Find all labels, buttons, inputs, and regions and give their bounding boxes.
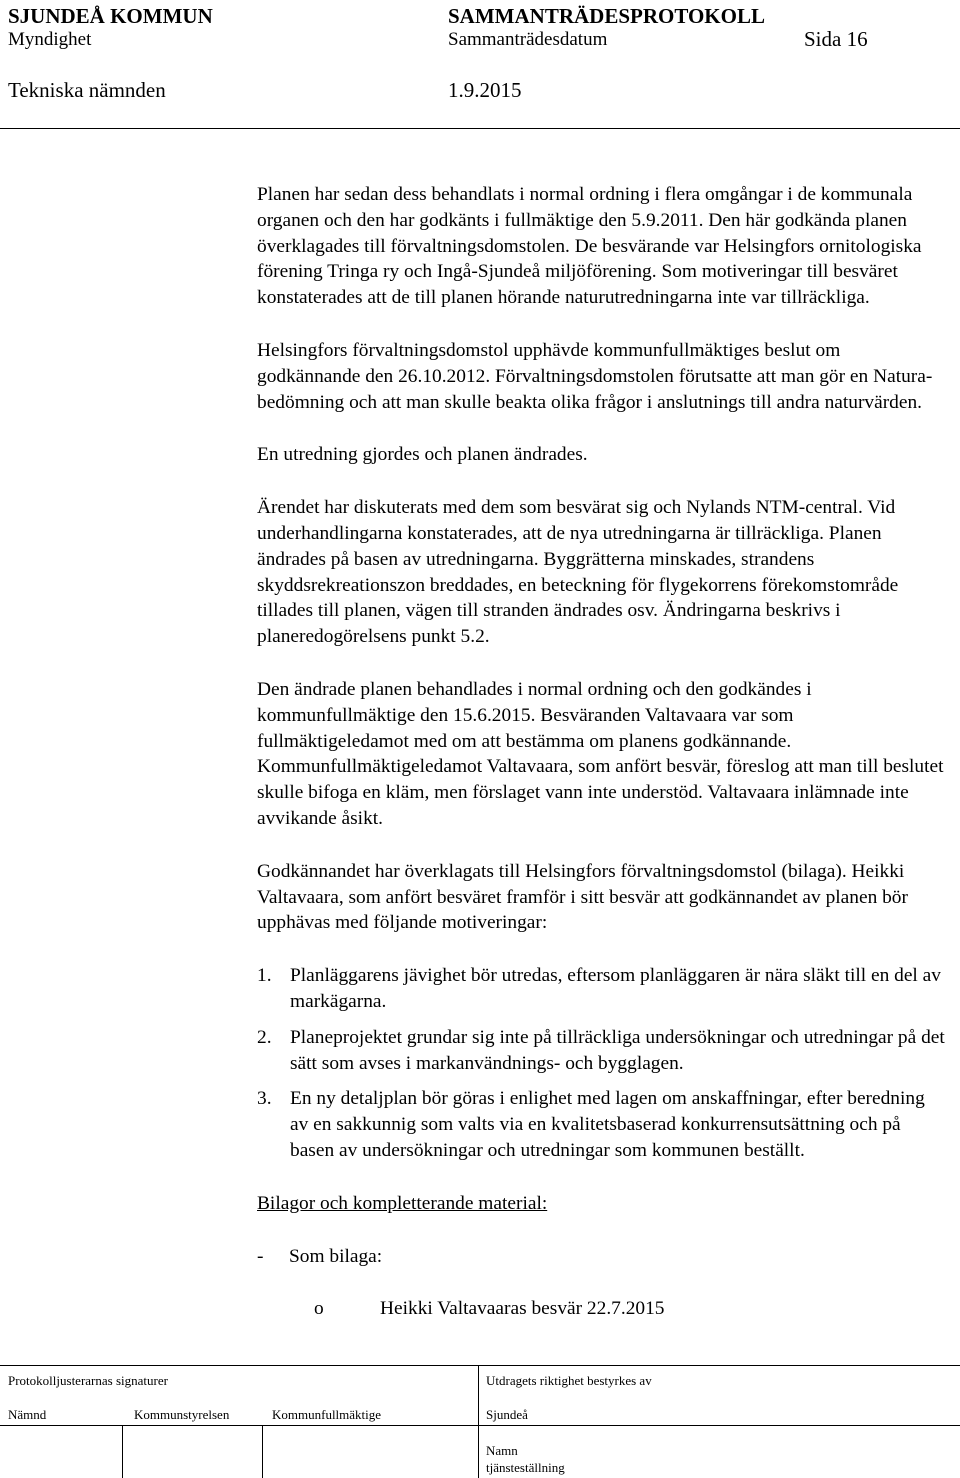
list-item (257, 1086, 947, 1163)
page-number: Sida 16 (804, 27, 868, 51)
paragraph: Ärendet har diskuterats med dem som besvärat sig och Nylands NTM-central. Vid underhandlingarna konstaterades, att de nya utredningarna är tillräckliga. Planen ändrades på basen av utredningarna. Byggrätterna minskades, strandens skyddsrekreationszon breddades, en beteckning för flygekorrens förekomstområde tillades till planen, vägen till stranden ändrades osv. Ändringarna beskrivs i planeredogörelsens punkt 5.2. (257, 497, 899, 648)
list-item-text: Planläggarens jävighet bör utredas, eftersom planläggaren är nära släkt till en del av markägarna. (290, 965, 941, 1012)
attachment-text: Heikki Valtavaaras besvär 22.7.2015 (380, 1298, 665, 1320)
document-type: SAMMANTRÄDESPROTOKOLL (448, 4, 765, 28)
authority-label: Myndighet (8, 29, 92, 50)
attachments-heading: Bilagor och kompletterande material: (257, 1192, 548, 1214)
attachments-dash: - (257, 1245, 264, 1267)
signature-box-divider (122, 1425, 123, 1478)
paragraph: Godkännandet har överklagats till Helsingfors förvaltningsdomstol (bilaga). Heikki Valtavaara, som anfört besväret framför i sitt besvär att godkännandet av planen bör upphävas med följande motiveringar: (257, 860, 908, 934)
signatures-label: Protokolljusterarnas signaturer (8, 1373, 168, 1388)
meeting-date-label: Sammanträdesdatum (448, 29, 608, 50)
org-name: SJUNDEÅ KOMMUN (8, 4, 213, 28)
signature-column-council: Kommunfullmäktige (272, 1407, 382, 1422)
position-label: tjänsteställning (486, 1460, 565, 1475)
name-label: Namn (486, 1443, 518, 1458)
attachments-label: Som bilaga: (289, 1245, 383, 1267)
paragraph: Den ändrade planen behandlades i normal ordning och den godkändes i kommunfullmäktige den 15.6.2015. Besväranden Valtavaara var som fullmäktigeledamot med om att bestämma om planens godkännande. Kommunfullmäktigeledamot Valtavaara, som anfört besvär, föreslog att man till beslutet skulle bifoga en kläm, men förslaget vann inte understöd. Valtavaara inlämnade inte avvikande åsikt. (257, 678, 944, 829)
list-item (257, 1025, 947, 1077)
footer-divider (478, 1365, 479, 1478)
signature-column-executive: Kommunstyrelsen (134, 1407, 230, 1422)
signature-box-divider (262, 1425, 263, 1478)
list-item-number: 3. (257, 1088, 272, 1110)
extract-certified-label: Utdragets riktighet bestyrkes av (486, 1373, 652, 1388)
attachment-bullet: o (314, 1298, 324, 1320)
paragraph: Planen har sedan dess behandlats i normal ordning i flera omgångar i de kommunala organen och den har godkänts i fullmäktige den 5.9.2011. Den här godkända planen överklagades till förvaltningsdomstolen. De besvärande var Helsingfors ornitologiska förening Tringa ry och Ingå-Sjundeå miljöförening. Som motiveringar till besväret konstaterades att de till planen hörande naturutredningarna inte var tillräckliga. (257, 184, 922, 309)
header-divider (0, 128, 960, 129)
list-item-number: 2. (257, 1026, 272, 1048)
attachment-item (257, 1296, 947, 1322)
list-item-text: Planeprojektet grundar sig inte på tillräckliga undersökningar och utredningar på det sätt som avses i markanvändnings- och bygglagen. (290, 1026, 945, 1074)
page-header (0, 0, 960, 130)
attachments-line (257, 1244, 947, 1270)
list-item-text: En ny detaljplan bör göras i enlighet med lagen om anskaffningar, efter beredning av en sakkunnig som valts via en kvalitetsbaserad konkurrensutsättning och på basen av undersökningar och utredningar som kommunen beställt. (290, 1088, 925, 1161)
footer-top-rule (0, 1365, 960, 1366)
paragraph: Helsingfors förvaltningsdomstol upphävde kommunfullmäktiges beslut om godkännande den 26.10.2012. Förvaltningsdomstolen förutsatte att man gör en Natura-bedömning och att man skulle beakta olika frågor i anslutnings till andra naturvärden. (257, 339, 933, 413)
document-body (257, 182, 947, 1349)
footer-mid-rule (0, 1425, 960, 1426)
list-item-number: 1. (257, 965, 272, 987)
signature-footer (0, 1365, 960, 1478)
signature-column-board: Nämnd (8, 1407, 47, 1422)
authority-name: Tekniska nämnden (8, 78, 166, 102)
paragraph: En utredning gjordes och planen ändrades. (257, 444, 588, 466)
list-item (257, 963, 947, 1015)
motivation-list (257, 963, 947, 1164)
meeting-date: 1.9.2015 (448, 78, 522, 102)
place-name: Sjundeå (486, 1407, 528, 1422)
